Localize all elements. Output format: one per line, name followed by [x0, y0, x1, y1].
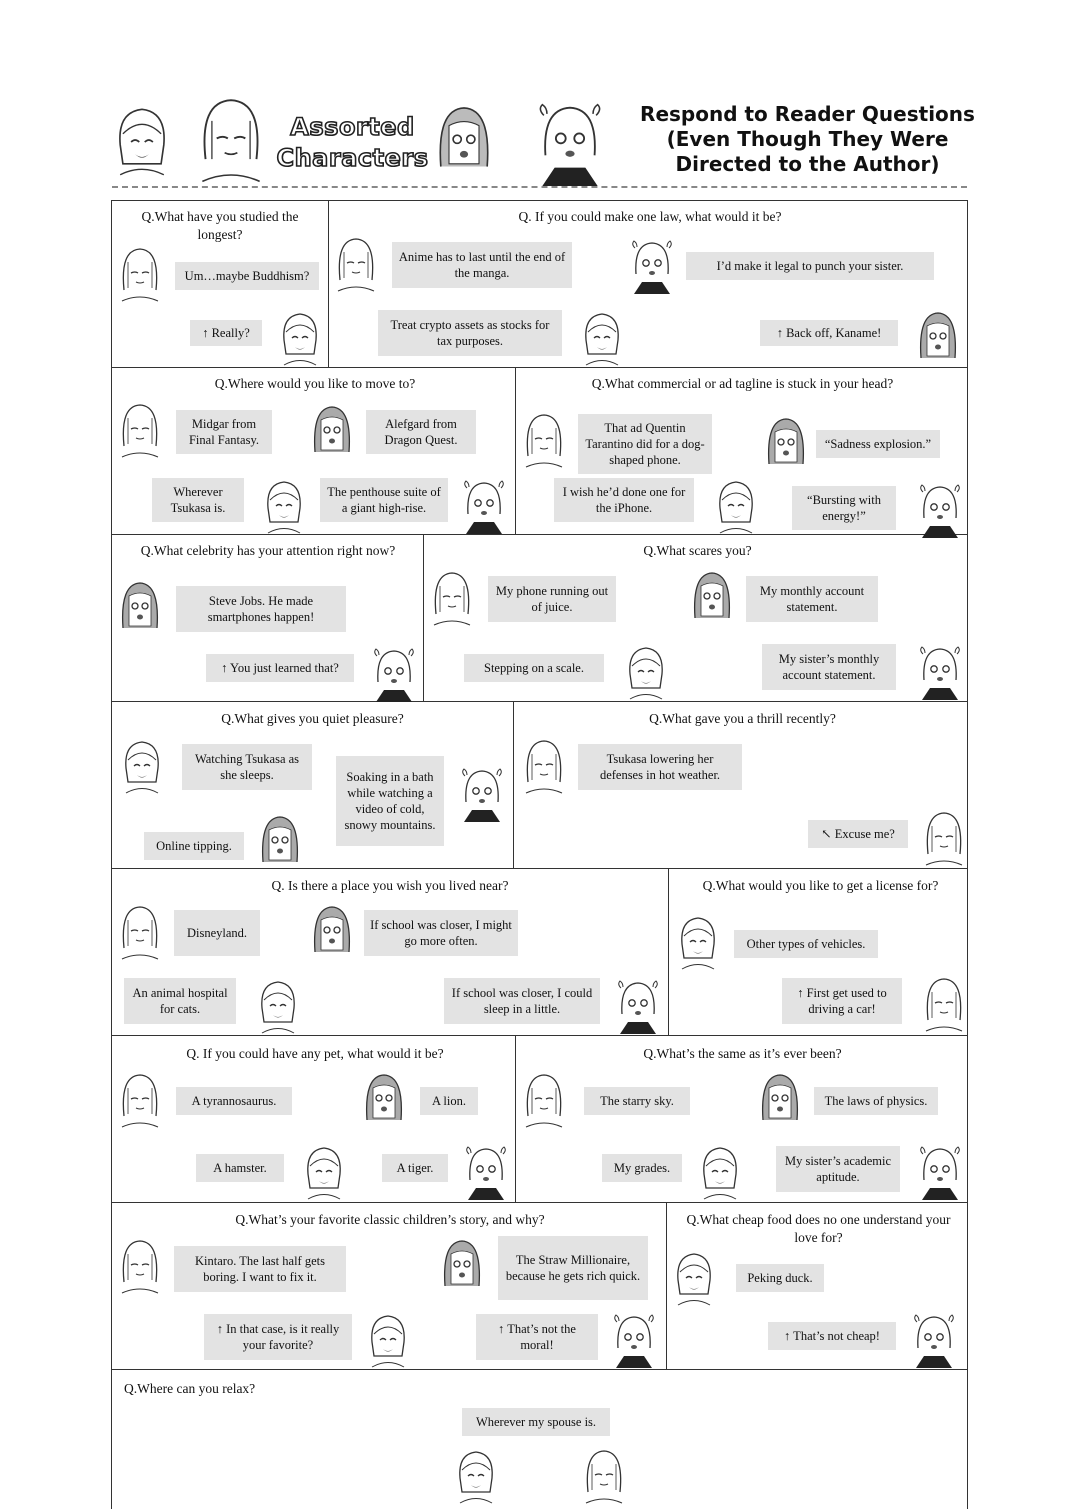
question-text: Q.What’s the same as it’s ever been?: [643, 1046, 842, 1061]
character-tsukasa-face: [120, 738, 164, 794]
character-kaname-face: [310, 404, 354, 460]
character-tsukasa-face: [672, 1250, 716, 1306]
character-aya-face: [464, 1144, 508, 1200]
character-aya-face: [918, 1144, 962, 1200]
character-aya-face: [462, 478, 506, 534]
character-tsukasa-face: [256, 978, 300, 1034]
character-chitose-face: [118, 1238, 162, 1294]
answer-bubble: My sister’s academic aptitude.: [776, 1146, 900, 1192]
question-text: Q.What would you like to get a license for?: [702, 878, 939, 893]
character-chitose-face: [118, 402, 162, 458]
character-chitose-face: [118, 904, 162, 960]
answer-bubble: Kintaro. The last half gets boring. I want to fix it.: [174, 1246, 346, 1292]
answer-bubble: ↑ That’s not the moral!: [476, 1314, 598, 1360]
answer-bubble: An animal hospital for cats.: [124, 978, 236, 1024]
answer-bubble: My grades.: [602, 1154, 682, 1182]
question-text: Q. Is there a place you wish you lived near?: [271, 878, 509, 893]
character-chitose-face: [430, 570, 474, 626]
answer-bubble: The penthouse suite of a giant high-rise.: [320, 478, 448, 522]
character-chitose-face: [922, 810, 966, 866]
character-tsukasa-face: [278, 310, 322, 366]
answer-bubble: ↑ Back off, Kaname!: [760, 320, 898, 346]
character-aya-face: [460, 766, 504, 822]
character-aya-face: [918, 644, 962, 700]
question-text: Q.What gives you quiet pleasure?: [221, 711, 404, 726]
question-text: Q.Where can you relax?: [124, 1381, 256, 1396]
character-tsukasa-face: [262, 478, 306, 534]
answer-bubble: Other types of vehicles.: [734, 930, 878, 958]
character-kaname-face: [310, 904, 354, 960]
answer-bubble: Tsukasa lowering her defenses in hot weather.: [578, 744, 742, 790]
answer-bubble: ↑ First get used to driving a car!: [782, 978, 902, 1024]
answer-bubble: I wish he’d done one for the iPhone.: [554, 478, 694, 522]
answer-bubble: Treat crypto assets as stocks for tax purposes.: [378, 310, 562, 356]
answer-bubble: Watching Tsukasa as she sleeps.: [182, 744, 312, 790]
answer-bubble: A tiger.: [382, 1154, 448, 1182]
question-text: Q.What commercial or ad tagline is stuck in your head?: [591, 376, 894, 391]
answer-bubble: My monthly account statement.: [746, 576, 878, 622]
answer-bubble: ↑ You just learned that?: [206, 654, 354, 682]
answer-bubble: If school was closer, I might go more often.: [364, 910, 518, 956]
character-kaname-face: [916, 310, 960, 366]
character-kaname-face: [440, 1238, 484, 1294]
character-kaname-face: [118, 580, 162, 636]
character-tsukasa-face: [624, 644, 668, 700]
character-tsukasa-face: [302, 1144, 346, 1200]
answer-bubble: That ad Quentin Tarantino did for a dog-shaped phone.: [578, 414, 712, 474]
answer-bubble: The starry sky.: [584, 1087, 690, 1115]
answer-bubble: Anime has to last until the end of the manga.: [392, 242, 572, 288]
respond-to-reader-questions-title: Respond to Reader Questions (Even Though They Were Directed to the Author): [640, 102, 975, 176]
question-text: Q.What’s your favorite classic children’s story, and why?: [235, 1212, 545, 1227]
answer-bubble: Disneyland.: [174, 910, 260, 956]
answer-bubble: Alefgard from Dragon Quest.: [366, 410, 476, 454]
character-aya-face: [372, 646, 416, 702]
answer-bubble: My sister’s monthly account statement.: [762, 644, 896, 690]
character-tsukasa-face: [698, 1144, 742, 1200]
answer-bubble: Wherever Tsukasa is.: [152, 478, 244, 522]
answer-bubble: ↑ Really?: [190, 320, 262, 346]
character-aya-face: [612, 1312, 656, 1368]
answer-bubble: Peking duck.: [736, 1264, 824, 1292]
character-aya-face: [912, 1312, 956, 1368]
character-chitose-face: [522, 1072, 566, 1128]
answer-bubble: ↖ Excuse me?: [808, 820, 908, 848]
answer-bubble: A tyrannosaurus.: [176, 1087, 292, 1115]
answer-bubble: ↑ That’s not cheap!: [768, 1322, 896, 1350]
answer-bubble: Um…maybe Buddhism?: [175, 262, 319, 290]
character-tsukasa-face: [112, 98, 172, 186]
character-chitose-face: [118, 246, 162, 302]
character-kaname-face: [690, 570, 734, 626]
question-text: Q.Where would you like to move to?: [214, 376, 416, 391]
question-text: Q. If you could make one law, what would it be?: [518, 209, 782, 224]
answer-bubble: If school was closer, I could sleep in a little.: [444, 978, 600, 1024]
character-kaname-face: [258, 814, 302, 870]
answer-bubble: The laws of physics.: [814, 1087, 938, 1115]
answer-bubble: Wherever my spouse is.: [462, 1408, 610, 1436]
question-text: Q.What scares you?: [643, 543, 752, 558]
answer-bubble: The Straw Millionaire, because he gets rich quick.: [498, 1236, 648, 1300]
character-tsukasa-face: [714, 478, 758, 534]
answer-bubble: A lion.: [420, 1087, 478, 1115]
question-text: Q. If you could have any pet, what would it be?: [186, 1046, 444, 1061]
character-chitose-face: [118, 1072, 162, 1128]
character-aya-face: [534, 100, 606, 186]
character-chitose-face: [922, 976, 966, 1032]
answer-bubble: Online tipping.: [144, 832, 244, 860]
answer-bubble: “Bursting with energy!”: [792, 486, 896, 530]
question-text: Q.What celebrity has your attention right now?: [140, 543, 396, 558]
character-tsukasa-face: [676, 914, 720, 970]
header-divider: [112, 186, 967, 188]
character-tsukasa-face: [454, 1448, 498, 1504]
question-text: Q.What gave you a thrill recently?: [649, 711, 836, 726]
answer-bubble: I’d make it legal to punch your sister.: [686, 252, 934, 280]
character-chitose-face: [582, 1448, 626, 1504]
character-tsukasa-face: [366, 1312, 410, 1368]
answer-bubble: ↑ In that case, is it really your favorite?: [204, 1314, 352, 1360]
answer-bubble: Midgar from Final Fantasy.: [176, 410, 272, 454]
character-kaname-face: [362, 1072, 406, 1128]
answer-bubble: My phone running out of juice.: [488, 576, 616, 622]
character-kaname-face: [764, 416, 808, 472]
character-chitose-face: [334, 236, 378, 292]
character-aya-face: [616, 978, 660, 1034]
character-kaname-face: [434, 98, 494, 186]
assorted-characters-title: Assorted Characters: [276, 113, 429, 172]
character-chitose-face: [522, 412, 566, 468]
answer-bubble: A hamster.: [196, 1154, 284, 1182]
answer-bubble: Stepping on a scale.: [464, 654, 604, 682]
character-chitose-face: [522, 738, 566, 794]
answer-bubble: Soaking in a bath while watching a video of cold, snowy mountains.: [336, 756, 444, 846]
answer-bubble: Steve Jobs. He made smartphones happen!: [176, 586, 346, 632]
question-text: Q.What cheap food does no one understand your love for?: [686, 1212, 951, 1245]
character-tsukasa-face: [580, 310, 624, 366]
character-kaname-face: [758, 1072, 802, 1128]
character-aya-face: [918, 482, 962, 538]
character-chitose-face: [196, 94, 266, 186]
question-text: Q.What have you studied the longest?: [141, 209, 299, 242]
answer-bubble: “Sadness explosion.”: [816, 430, 940, 458]
character-aya-face: [630, 238, 674, 294]
